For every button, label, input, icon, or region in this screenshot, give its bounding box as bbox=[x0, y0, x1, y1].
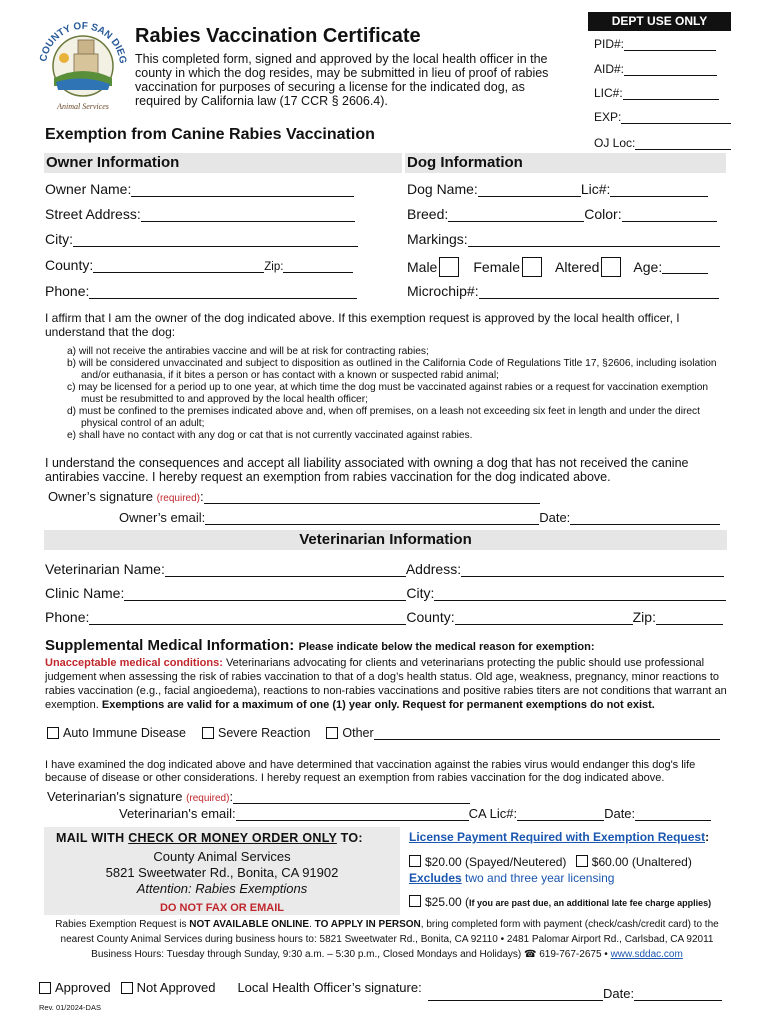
owner-signature-field[interactable] bbox=[204, 490, 540, 504]
vet-name-field[interactable] bbox=[165, 563, 406, 577]
vet-city-field[interactable] bbox=[434, 587, 726, 601]
county-seal-icon bbox=[34, 14, 132, 114]
unaltered-fee-checkbox[interactable] bbox=[576, 855, 588, 867]
svg-text:Animal Services: Animal Services bbox=[57, 102, 109, 111]
other-reason-field[interactable] bbox=[374, 726, 720, 740]
vet-zip-field[interactable] bbox=[656, 611, 723, 625]
ca-lic-field[interactable] bbox=[517, 807, 604, 821]
late-fee: $25.00 (If you are past due, an additional late fee charge applies) bbox=[409, 894, 731, 911]
vet-info-heading: Veterinarian Information bbox=[44, 530, 727, 550]
microchip-row: Microchip#: bbox=[407, 283, 719, 299]
fees-title: License Payment Required with Exemption Request: bbox=[409, 830, 710, 844]
dog-info-heading: Dog Information bbox=[405, 153, 726, 173]
approved-checkbox[interactable] bbox=[39, 982, 51, 994]
breed-field[interactable] bbox=[448, 208, 584, 222]
affirm-item: c) may be licensed for a period up to one year, at which time the dog must be vaccinated against rabies or a request for vaccination exemption must be resubmitted to and approved by the local health officer; bbox=[67, 382, 709, 405]
vet-email-field[interactable] bbox=[236, 807, 469, 821]
form-intro: This completed form, signed and approved by the local health officer in the county in which the dog resides, may be submitted in lieu of proof of rabies vaccination for purposes of securing a license for the indicated dog, as required by California law (17 CCR § 2606.4). bbox=[135, 52, 549, 108]
affirm-list bbox=[67, 346, 731, 442]
mail-address: County Animal Services 5821 Sweetwater Rd., Bonita, CA 91902 Attention: Rabies Exemptions DO NOT FAX OR EMAIL bbox=[105, 849, 339, 914]
officer-signature-field[interactable] bbox=[428, 987, 603, 1001]
microchip-field[interactable] bbox=[479, 285, 719, 299]
owner-zip-field[interactable] bbox=[283, 259, 353, 273]
owner-phone-field[interactable] bbox=[89, 285, 357, 299]
vet-name-row: Veterinarian Name: Address: bbox=[45, 561, 724, 577]
owner-email-field[interactable] bbox=[205, 511, 539, 525]
markings-row: Markings: bbox=[407, 231, 720, 247]
auto-immune-checkbox[interactable] bbox=[47, 727, 59, 739]
vet-signature-field[interactable] bbox=[233, 790, 470, 804]
dept-pid: PID#: bbox=[594, 37, 716, 51]
form-title: Rabies Vaccination Certificate bbox=[135, 25, 421, 47]
dept-lic: LIC#: bbox=[594, 86, 719, 100]
street-row: Street Address: bbox=[45, 206, 355, 222]
female-checkbox[interactable] bbox=[522, 257, 542, 277]
county-logo bbox=[34, 14, 132, 114]
owner-signature-row: Owner’s signature (required) : bbox=[48, 489, 540, 504]
svg-text:COUNTY OF SAN DIEGO: COUNTY OF SAN DIEG bbox=[38, 20, 129, 65]
supplemental-text: Unacceptable medical conditions: Veterinarians advocating for clients and veterinarians protecting the public should use professional judgement when assessing the risk of rabies vaccination to that of a dog’s health status. Old age, weakness, pregnancy, minor reactions to rabies vaccination (e.g., facial angioedema), reactions to non-rabies vaccinations and positive rabies titers are not conditions that warrant an exemption. Exemptions are valid for a maximum of one (1) year only. Request for permanent exemptions do not exist. bbox=[45, 657, 727, 711]
dept-use-panel bbox=[588, 12, 731, 31]
affirm-intro: I affirm that I am the owner of the dog indicated above. If this exemption request is approved by the local health officer, I understand that the dog: bbox=[45, 311, 680, 339]
pid-field[interactable] bbox=[624, 37, 716, 51]
owner-county-field[interactable] bbox=[93, 259, 264, 273]
aid-field[interactable] bbox=[624, 62, 717, 76]
other-checkbox[interactable] bbox=[326, 727, 338, 739]
dog-name-row: Dog Name: Lic#: bbox=[407, 181, 708, 197]
owner-email-row: Owner’s email: Date: bbox=[119, 510, 720, 525]
affirm-item: e) shall have no contact with any dog or cat that is not currently vaccinated against rabies. bbox=[67, 430, 473, 441]
exemption-title: Exemption from Canine Rabies Vaccination bbox=[45, 126, 375, 143]
vet-address-field[interactable] bbox=[461, 563, 724, 577]
vet-phone-field[interactable] bbox=[89, 611, 406, 625]
vet-phone-row: Phone: County: Zip: bbox=[45, 609, 723, 625]
altered-checkbox[interactable] bbox=[601, 257, 621, 277]
owner-city-field[interactable] bbox=[73, 233, 358, 247]
dept-oj: OJ Loc: bbox=[594, 136, 731, 150]
dept-exp: EXP: bbox=[594, 110, 731, 124]
consequences-text: I understand the consequences and accept all liability associated with owning a dog that has not received the canine antirabies vaccine. I hereby request an exemption from rabies vaccination for the dog indicated above. bbox=[45, 456, 689, 484]
vet-signature-row: Veterinarian's signature (required) : bbox=[47, 789, 470, 804]
dog-name-field[interactable] bbox=[478, 183, 581, 197]
county-row: County: Zip: bbox=[45, 257, 353, 273]
owner-name-row: Owner Name: bbox=[45, 181, 354, 197]
severe-reaction-checkbox[interactable] bbox=[202, 727, 214, 739]
color-field[interactable] bbox=[622, 208, 717, 222]
clinic-row: Clinic Name: City: bbox=[45, 585, 726, 601]
affirm-item: d) must be confined to the premises indicated above and, when off premises, on a leash not exceeding six feet in length and under the direct physical control of an adult; bbox=[67, 406, 700, 429]
lic-dept-field[interactable] bbox=[623, 86, 719, 100]
excludes-note: Excludes two and three year licensing bbox=[409, 871, 615, 885]
dept-use-title: DEPT USE ONLY bbox=[588, 12, 731, 31]
late-fee-checkbox[interactable] bbox=[409, 895, 421, 907]
city-row: City: bbox=[45, 231, 358, 247]
vet-email-row: Veterinarian's email: CA Lic#: Date: bbox=[119, 806, 711, 821]
vet-county-field[interactable] bbox=[455, 611, 633, 625]
footer-info: Rabies Exemption Request is NOT AVAILABLE ONLINE. TO APPLY IN PERSON, bring completed form with payment (check/cash/credit card) to the nearest County Animal Services during business hours to: 5821 Sweetwater Rd., Bonita, CA 92110 • 2481 Palomar Airport Rd., Carlsbad, CA 92011 Business Hours: Tuesday through Sunday, 9:30 a.m. – 5:30 p.m., Closed Mondays and Holidays) ☎ 619-767-2675 • www.sddac.com bbox=[55, 919, 719, 960]
officer-date-field[interactable] bbox=[634, 987, 722, 1001]
clinic-name-field[interactable] bbox=[124, 587, 406, 601]
exp-field[interactable] bbox=[621, 110, 731, 124]
spayed-fee-checkbox[interactable] bbox=[409, 855, 421, 867]
male-checkbox[interactable] bbox=[439, 257, 459, 277]
age-field[interactable] bbox=[662, 260, 708, 274]
not-approved-checkbox[interactable] bbox=[121, 982, 133, 994]
street-address-field[interactable] bbox=[141, 208, 355, 222]
dept-aid: AID#: bbox=[594, 62, 717, 76]
reason-options: Auto Immune Disease Severe Reaction Other bbox=[47, 726, 720, 740]
markings-field[interactable] bbox=[468, 233, 720, 247]
affirm-item: b) will be considered unvaccinated and subject to disposition as outlined in the California Code of Regulations Title 17, §2606, including isolation and/or euthanasia, if it bites a person or has contact with a known or suspected rabid animal; bbox=[67, 358, 717, 381]
fees-panel bbox=[409, 829, 731, 911]
breed-row: Breed: Color: bbox=[407, 206, 717, 222]
exam-text: I have examined the dog indicated above and have determined that vaccination against the rabies virus would endanger this dog's life because of disease or other considerations. I hereby request an exemption from rabies vaccination for the dog indicated above. bbox=[45, 759, 696, 784]
website-link[interactable]: www.sddac.com bbox=[610, 949, 683, 960]
affirm-item: a) will not receive the antirabies vaccine and will be at risk for contracting rabies; bbox=[67, 346, 429, 357]
oj-loc-field[interactable] bbox=[635, 136, 731, 150]
owner-date-field[interactable] bbox=[570, 511, 720, 525]
owner-info-heading: Owner Information bbox=[44, 153, 402, 173]
mail-heading: MAIL WITH CHECK OR MONEY ORDER ONLY TO: bbox=[56, 831, 363, 845]
sex-row: Male Female Altered Age: bbox=[407, 257, 708, 277]
phone-row: Phone: bbox=[45, 283, 357, 299]
owner-name-field[interactable] bbox=[131, 183, 354, 197]
dog-lic-field[interactable] bbox=[610, 183, 708, 197]
supplemental-heading: Supplemental Medical Information: Please indicate below the medical reason for exemption: bbox=[45, 637, 595, 654]
officer-signature-row: Date: bbox=[428, 986, 722, 1001]
vet-date-field[interactable] bbox=[635, 807, 711, 821]
revision-note: Rev. 01/2024-DAS bbox=[39, 1003, 101, 1012]
fee-options: $20.00 (Spayed/Neutered) $60.00 (Unaltered) bbox=[409, 854, 731, 870]
approval-row: Approved Not Approved Local Health Officer’s signature: bbox=[39, 980, 422, 995]
